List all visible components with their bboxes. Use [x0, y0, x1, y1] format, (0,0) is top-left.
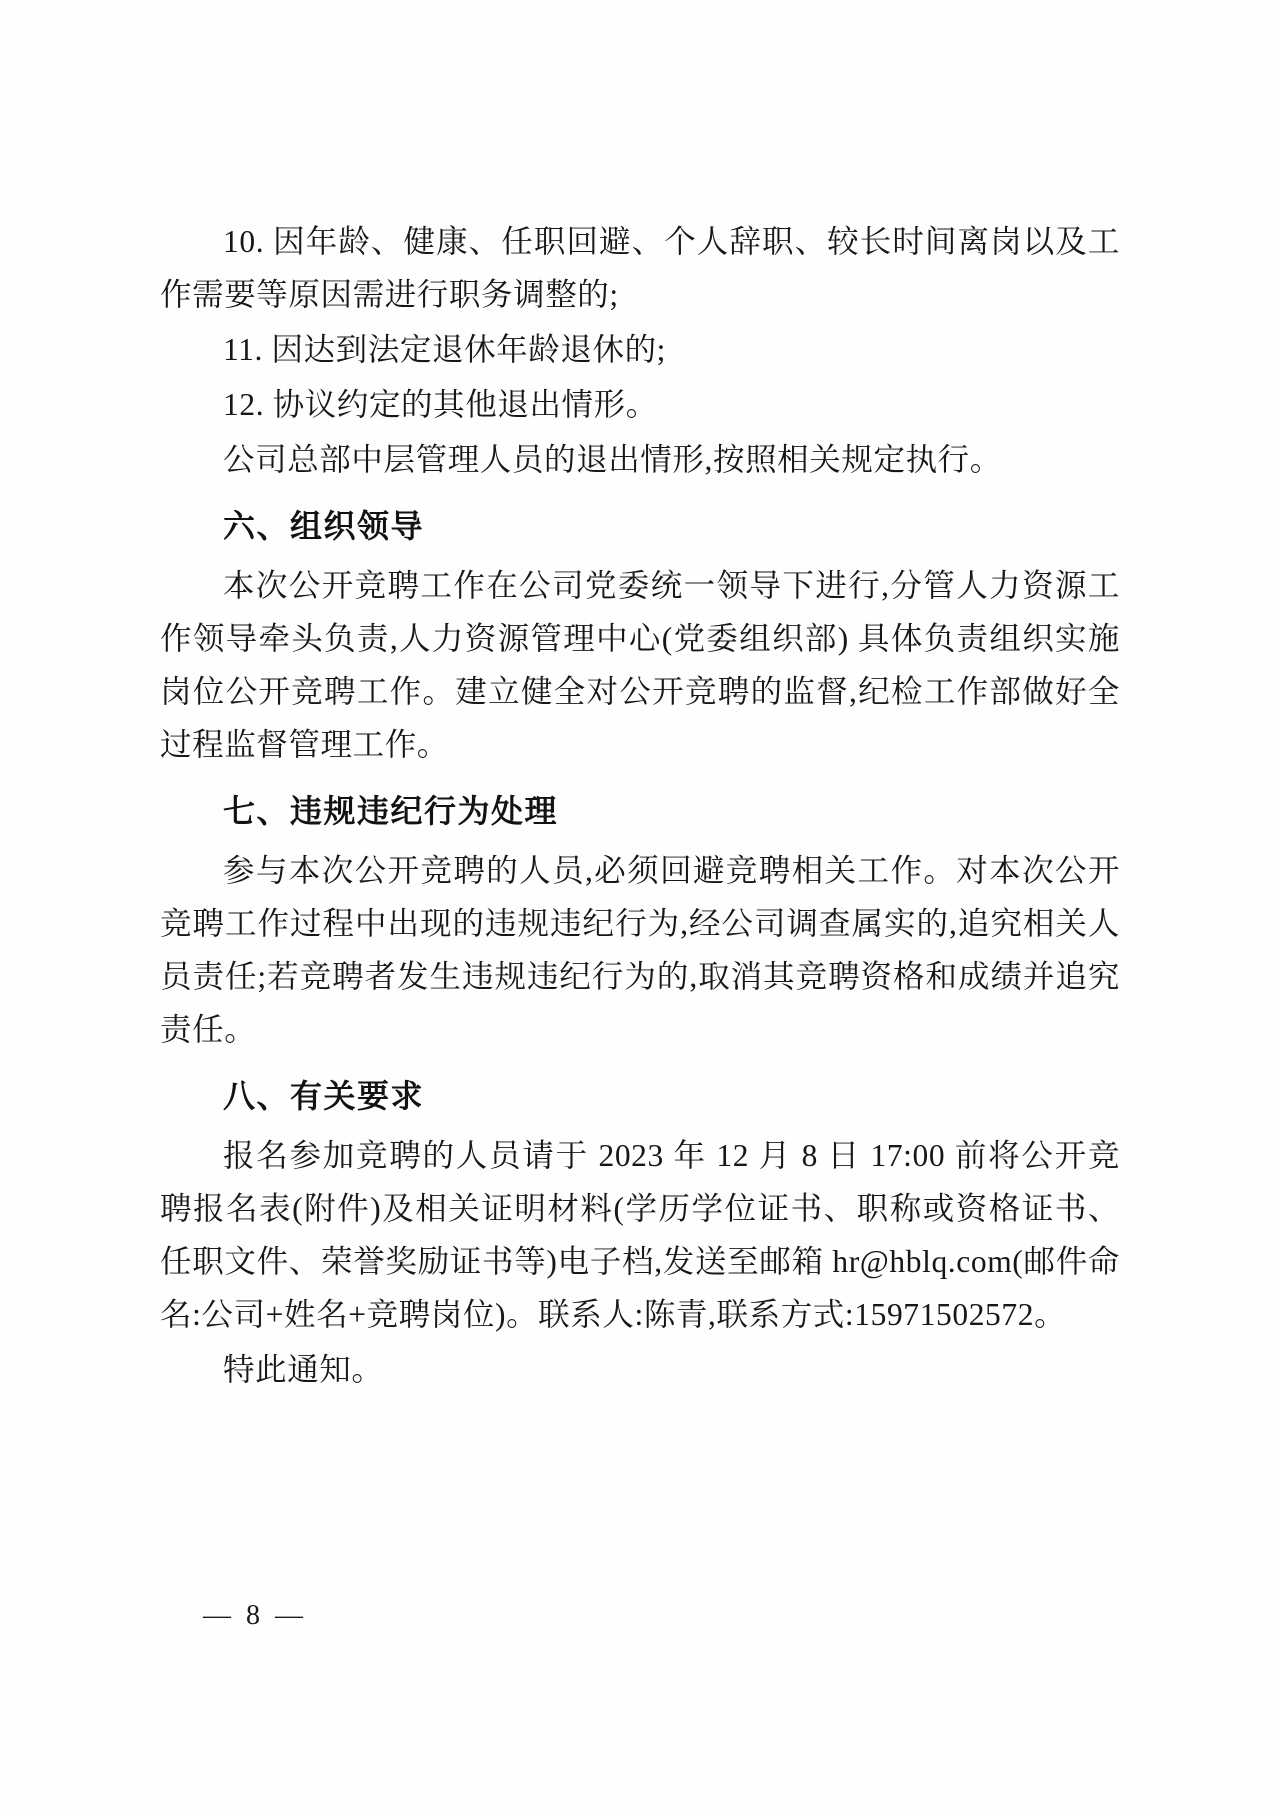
clause-12: 12. 协议约定的其他退出情形。 — [223, 387, 658, 422]
section-seven-heading: 七、违规违纪行为处理 — [223, 792, 559, 830]
section-seven-body: 参与本次公开竞聘的人员,必须回避竞聘相关工作。对本次公开竞聘工作过程中出现的违规违纪行为,经公司调查属实的,追究相关人员责任;若竞聘者发生违规违纪行为的,取消其竞聘资格和成绩并追究责任。 — [160, 853, 1120, 1047]
section-six-heading: 六、组织领导 — [223, 507, 425, 545]
clause-10: 10. 因年龄、健康、任职回避、个人辞职、较长时间离岗以及工作需要等原因需进行职务调整的; — [160, 224, 1120, 312]
clause-headquarters-note: 公司总部中层管理人员的退出情形,按照相关规定执行。 — [223, 442, 1002, 477]
section-eight-heading: 八、有关要求 — [223, 1077, 425, 1115]
closing-notice: 特此通知。 — [223, 1352, 384, 1387]
section-six-body: 本次公开竞聘工作在公司党委统一领导下进行,分管人力资源工作领导牵头负责,人力资源管理中心(党委组织部) 具体负责组织实施岗位公开竞聘工作。建立健全对公开竞聘的监督,纪检工作部做好全过程监督管理工作。 — [160, 568, 1120, 762]
clause-11: 11. 因达到法定退休年龄退休的; — [223, 332, 667, 367]
document-body — [160, 215, 1120, 1398]
section-eight-body: 报名参加竞聘的人员请于 2023 年 12 月 8 日 17:00 前将公开竞聘报名表(附件)及相关证明材料(学历学位证书、职称或资格证书、任职文件、荣誉奖励证书等)电子档,发送至邮箱 hr@hblq.com(邮件命名:公司+姓名+竞聘岗位)。联系人:陈青,联系方式:15971502572。 — [160, 1138, 1120, 1332]
page-number — [0, 1600, 1280, 1632]
page-number-label: — 8 — — [203, 1600, 307, 1631]
